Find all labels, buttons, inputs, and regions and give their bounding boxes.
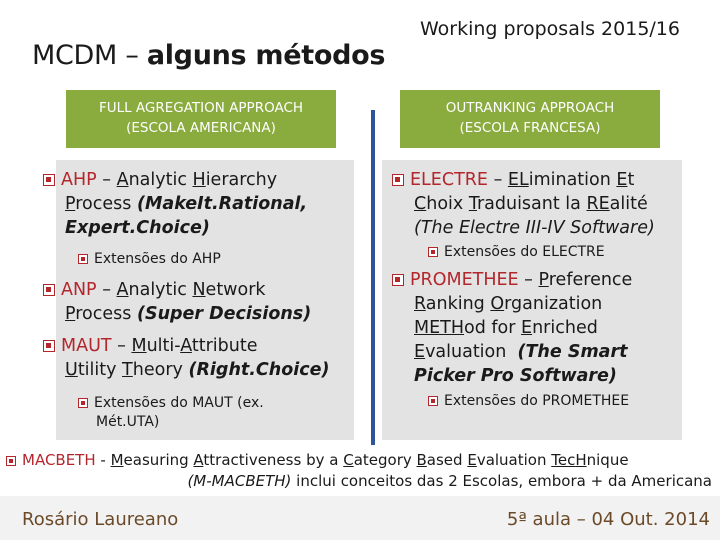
anp-software: (Super Decisions): [136, 304, 312, 324]
anp-acronym: ANP: [61, 280, 97, 300]
macbeth-b: B: [416, 451, 427, 469]
macbeth-c: C: [343, 451, 354, 469]
left-approach-line1: FULL AGREGATION APPROACH: [98, 100, 304, 116]
promethee-p: P: [538, 270, 549, 290]
ahp-ierarchy: ierarchy: [205, 170, 278, 190]
promethee-od-for: od for: [464, 318, 522, 338]
title-plain: MCDM –: [32, 40, 147, 71]
promethee-anking: anking: [425, 294, 491, 314]
maut-acronym: MAUT: [61, 336, 112, 356]
ahp-software-2: Expert.Choice): [65, 218, 210, 238]
electre-c: C: [414, 194, 427, 214]
electre-t: t: [627, 170, 635, 190]
macbeth-valuation: valuation: [476, 451, 552, 469]
maut-heory: heory: [132, 360, 183, 380]
electre-software: (The Electre III-IV Software): [414, 218, 655, 238]
promethee-nriched: nriched: [532, 318, 598, 338]
ahp-h: H: [192, 170, 206, 190]
electre-extension: [428, 243, 605, 262]
maut-m: M: [131, 336, 147, 356]
maut-item: MAUT – Multi-Attribute Utility Theory (Right.Choice): [43, 334, 353, 382]
maut-ulti: ulti-: [146, 336, 181, 356]
macbeth-item: [6, 450, 712, 492]
macbeth-sep: -: [95, 451, 111, 469]
electre-raduisant: raduisant la: [476, 194, 587, 214]
anp-nalytic: nalytic: [128, 280, 193, 300]
promethee-item: PROMETHEE – Preference Ranking Organization METHod for Enriched Evaluation (The Smart Picker Pro Software): [392, 268, 682, 388]
electre-tr: T: [468, 194, 477, 214]
ahp-extension-label: Extensões do AHP: [94, 251, 221, 267]
maut-a: A: [180, 336, 192, 356]
macbeth-software: (M-MACBETH): [187, 472, 292, 490]
electre-acronym: ELECTRE: [410, 170, 488, 190]
ahp-item: AHP – Analytic Hierarchy Process (MakeIt.Rational, Expert.Choice): [43, 168, 343, 240]
maut-software: (Right.Choice): [188, 360, 330, 380]
anp-item: ANP – Analytic Network Process (Super Decisions): [43, 278, 343, 326]
promethee-extension: [428, 392, 629, 411]
macbeth-acronym: MACBETH: [22, 451, 96, 469]
macbeth-tec: Tec: [551, 451, 576, 469]
maut-ttribute: ttribute: [191, 336, 258, 356]
left-approach-line2: (ESCOLA AMERICANA): [126, 120, 276, 136]
vertical-divider: [371, 110, 375, 445]
bullet-icon: [43, 174, 55, 186]
bullet-icon: [78, 254, 88, 264]
promethee-software-2: Picker Pro Software): [414, 366, 617, 386]
slide-title: [32, 40, 385, 71]
promethee-reference: reference: [548, 270, 633, 290]
left-approach-header: [66, 90, 336, 148]
bullet-icon: [43, 284, 55, 296]
anp-a: A: [116, 280, 129, 300]
maut-extension-label-2: Mét.UTA): [96, 414, 160, 430]
footer-author: Rosário Laureano: [22, 509, 179, 530]
electre-hoix: hoix: [426, 194, 469, 214]
electre-item: ELECTRE – ELimination Et Choix Traduisant la REalité (The Electre III-IV Software): [392, 168, 682, 240]
header-working-proposals: Working proposals 2015/16: [420, 18, 680, 40]
maut-t: T: [122, 360, 133, 380]
maut-u: U: [65, 360, 78, 380]
macbeth-a: A: [193, 451, 204, 469]
maut-tility: tility: [77, 360, 123, 380]
bullet-icon: [428, 247, 438, 257]
bullet-icon: [392, 174, 404, 186]
ahp-software: (MakeIt.Rational,: [136, 194, 308, 214]
ahp-nalytic: nalytic: [128, 170, 193, 190]
macbeth-ategory: ategory: [353, 451, 417, 469]
promethee-valuation: valuation: [425, 342, 507, 362]
ahp-a: A: [116, 170, 129, 190]
electre-e: E: [616, 170, 628, 190]
promethee-r: R: [414, 294, 426, 314]
anp-p: P: [65, 304, 76, 324]
right-approach-line1: OUTRANKING APPROACH: [445, 100, 615, 116]
anp-etwork: etwork: [205, 280, 266, 300]
anp-n: N: [192, 280, 206, 300]
macbeth-line2: inclui conceitos das 2 Escolas, embora + da Americana: [291, 472, 712, 490]
electre-imination: imination: [528, 170, 617, 190]
title-bold: alguns métodos: [146, 40, 386, 71]
promethee-o: O: [490, 294, 505, 314]
macbeth-ased: ased: [426, 451, 468, 469]
ahp-p: P: [65, 194, 76, 214]
bullet-icon: [43, 340, 55, 352]
electre-extension-label: Extensões do ELECTRE: [444, 244, 605, 260]
macbeth-h: H: [575, 451, 587, 469]
macbeth-m: M: [110, 451, 124, 469]
bullet-icon: [392, 274, 404, 286]
promethee-rganization: rganization: [504, 294, 603, 314]
bullet-icon: [428, 396, 438, 406]
macbeth-easuring: easuring: [123, 451, 194, 469]
macbeth-nique: nique: [586, 451, 629, 469]
promethee-e2: E: [414, 342, 426, 362]
bullet-icon: [6, 456, 16, 466]
footer-date: 5ª aula – 04 Out. 2014: [506, 509, 710, 530]
right-approach-header: [400, 90, 660, 148]
promethee-extension-label: Extensões do PROMETHEE: [444, 393, 630, 409]
bullet-icon: [78, 398, 88, 408]
maut-extension: [78, 394, 348, 432]
macbeth-e: E: [467, 451, 477, 469]
electre-alite: alité: [609, 194, 648, 214]
promethee-software-1: (The Smart: [517, 342, 628, 362]
macbeth-ttr: ttractiveness by a: [203, 451, 344, 469]
maut-extension-label-1: Extensões do MAUT (ex.: [94, 395, 264, 411]
electre-el: EL: [507, 170, 529, 190]
anp-rocess: rocess: [75, 304, 132, 324]
promethee-acronym: PROMETHEE: [410, 270, 519, 290]
promethee-meth: METH: [414, 318, 465, 338]
promethee-e: E: [521, 318, 533, 338]
ahp-acronym: AHP: [61, 170, 97, 190]
electre-re: RE: [586, 194, 610, 214]
ahp-extension: [78, 250, 221, 269]
right-approach-line2: (ESCOLA FRANCESA): [459, 120, 601, 136]
ahp-rocess: rocess: [75, 194, 132, 214]
